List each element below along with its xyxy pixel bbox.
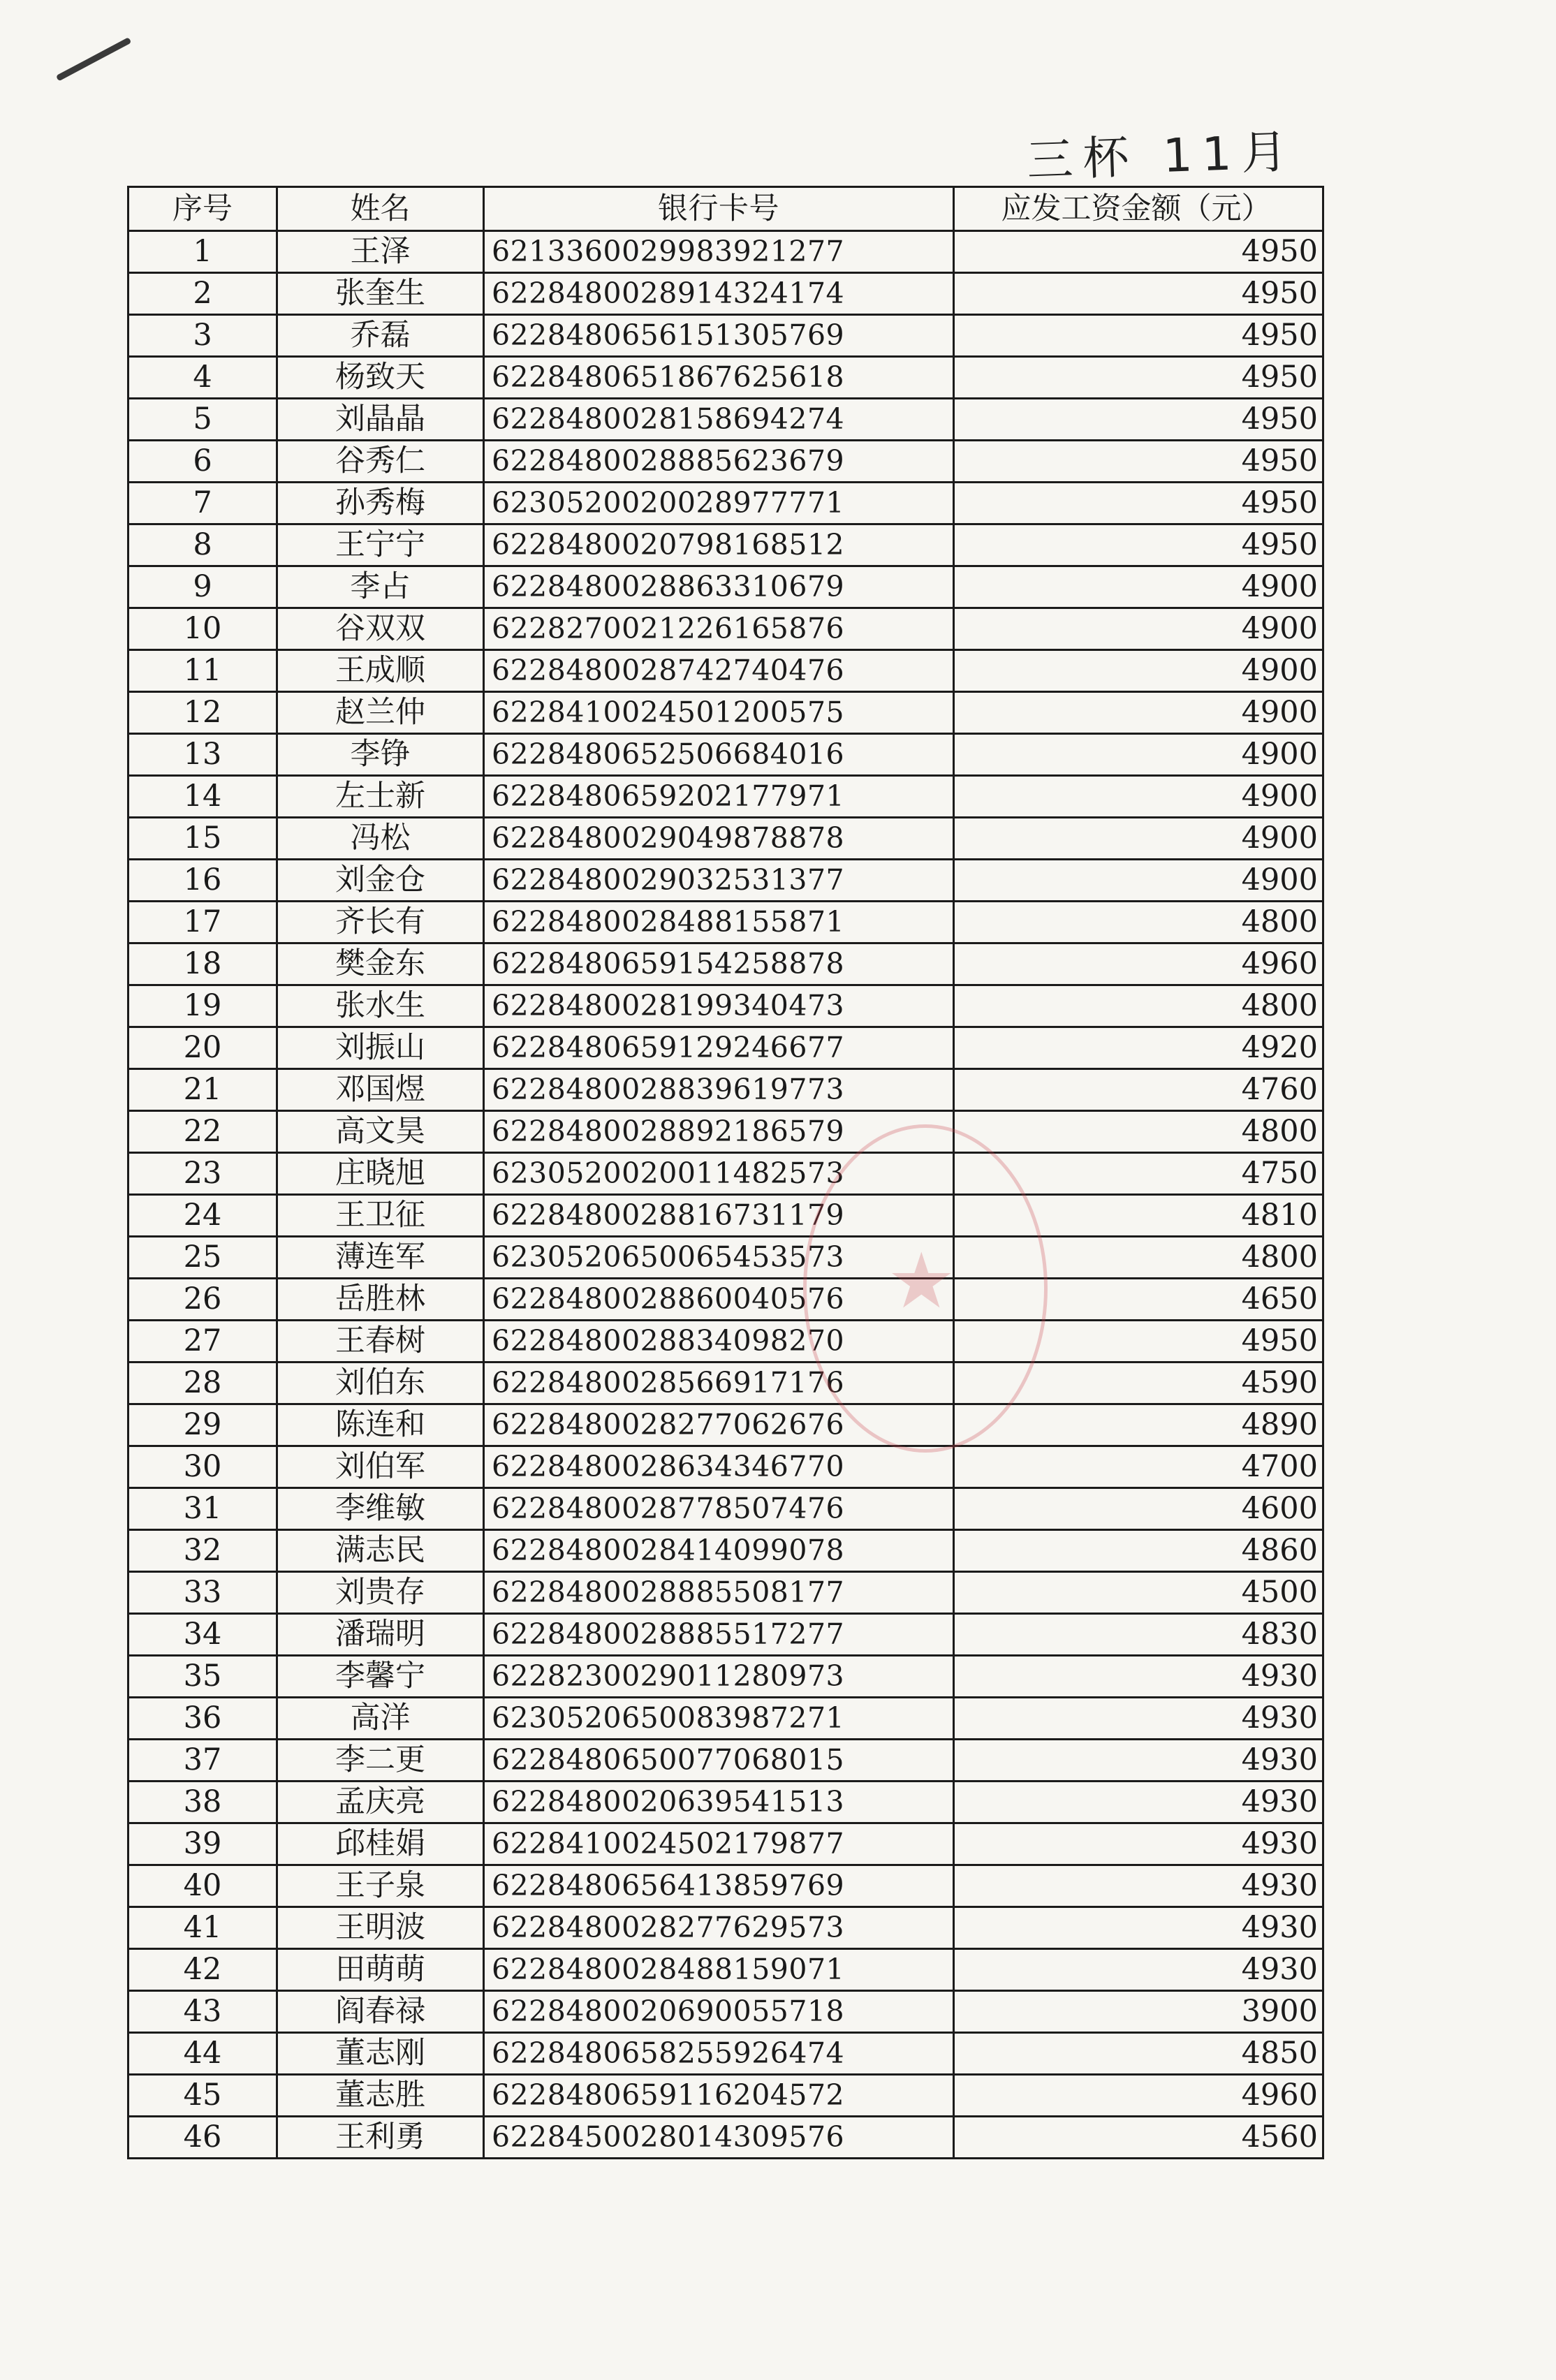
row-card-number: 6228480028914324174 <box>484 273 954 315</box>
row-name: 董志刚 <box>277 2033 484 2075</box>
row-card-number: 6228480028834098270 <box>484 1321 954 1362</box>
table-row <box>129 231 1323 273</box>
row-name: 杨致天 <box>277 357 484 399</box>
row-amount: 4800 <box>954 985 1323 1027</box>
table-header-row <box>129 187 1323 231</box>
row-amount: 3900 <box>954 1991 1323 2033</box>
row-card-number: 6228480028634346770 <box>484 1446 954 1488</box>
row-amount: 4950 <box>954 399 1323 441</box>
header-card: 银行卡号 <box>484 187 954 231</box>
row-name: 李二更 <box>277 1740 484 1782</box>
row-index: 9 <box>129 566 277 608</box>
row-amount: 4860 <box>954 1530 1323 1572</box>
row-name: 孟庆亮 <box>277 1782 484 1823</box>
row-card-number: 6230520650065453573 <box>484 1237 954 1279</box>
row-index: 43 <box>129 1991 277 2033</box>
row-amount: 4850 <box>954 2033 1323 2075</box>
table-row <box>129 357 1323 399</box>
row-name: 刘振山 <box>277 1027 484 1069</box>
row-amount: 4950 <box>954 231 1323 273</box>
table-row <box>129 1111 1323 1153</box>
row-index: 31 <box>129 1488 277 1530</box>
row-card-number: 6228480028885508177 <box>484 1572 954 1614</box>
row-amount: 4900 <box>954 818 1323 860</box>
row-amount: 4930 <box>954 1782 1323 1823</box>
row-card-number: 6228480651867625618 <box>484 357 954 399</box>
row-card-number: 6228480020690055718 <box>484 1991 954 2033</box>
row-amount: 4900 <box>954 776 1323 818</box>
row-amount: 4930 <box>954 1865 1323 1907</box>
row-index: 42 <box>129 1949 277 1991</box>
row-card-number: 6228480029032531377 <box>484 860 954 902</box>
table-row <box>129 1572 1323 1614</box>
row-card-number: 6228480656151305769 <box>484 315 954 357</box>
row-card-number: 6213360029983921277 <box>484 231 954 273</box>
row-card-number: 6228480659202177971 <box>484 776 954 818</box>
row-name: 王明波 <box>277 1907 484 1949</box>
row-name: 满志民 <box>277 1530 484 1572</box>
row-card-number: 6228480028277062676 <box>484 1404 954 1446</box>
row-card-number: 6228230029011280973 <box>484 1656 954 1698</box>
row-card-number: 6228480020639541513 <box>484 1782 954 1823</box>
row-index: 44 <box>129 2033 277 2075</box>
row-index: 35 <box>129 1656 277 1698</box>
row-amount: 4950 <box>954 315 1323 357</box>
row-index: 40 <box>129 1865 277 1907</box>
row-card-number: 6228480028885623679 <box>484 441 954 483</box>
row-name: 董志胜 <box>277 2075 484 2117</box>
row-amount: 4560 <box>954 2117 1323 2159</box>
row-card-number: 6230520020028977771 <box>484 483 954 524</box>
row-card-number: 6228480028885517277 <box>484 1614 954 1656</box>
row-index: 18 <box>129 943 277 985</box>
table-row <box>129 315 1323 357</box>
table-row <box>129 1153 1323 1195</box>
row-index: 23 <box>129 1153 277 1195</box>
row-index: 46 <box>129 2117 277 2159</box>
row-index: 2 <box>129 273 277 315</box>
row-index: 3 <box>129 315 277 357</box>
table-body <box>129 231 1323 2159</box>
row-name: 张水生 <box>277 985 484 1027</box>
row-name: 田萌萌 <box>277 1949 484 1991</box>
row-name: 冯松 <box>277 818 484 860</box>
row-card-number: 6228480658255926474 <box>484 2033 954 2075</box>
table-row <box>129 483 1323 524</box>
table-row <box>129 399 1323 441</box>
table-row <box>129 943 1323 985</box>
table-row <box>129 2033 1323 2075</box>
row-index: 1 <box>129 231 277 273</box>
row-amount: 4950 <box>954 1321 1323 1362</box>
payroll-table <box>127 186 1324 2159</box>
table-row <box>129 692 1323 734</box>
row-amount: 4930 <box>954 1949 1323 1991</box>
table-row <box>129 860 1323 902</box>
row-index: 26 <box>129 1279 277 1321</box>
row-index: 39 <box>129 1823 277 1865</box>
row-card-number: 6228480028742740476 <box>484 650 954 692</box>
row-card-number: 6228480028860040576 <box>484 1279 954 1321</box>
table-row <box>129 1530 1323 1572</box>
table-row <box>129 1404 1323 1446</box>
table-row <box>129 1656 1323 1698</box>
row-index: 25 <box>129 1237 277 1279</box>
row-name: 乔磊 <box>277 315 484 357</box>
row-index: 12 <box>129 692 277 734</box>
row-card-number: 6228480029049878878 <box>484 818 954 860</box>
row-card-number: 6228480020798168512 <box>484 524 954 566</box>
header-index: 序号 <box>129 187 277 231</box>
row-card-number: 6228480659154258878 <box>484 943 954 985</box>
row-amount: 4930 <box>954 1656 1323 1698</box>
row-amount: 4900 <box>954 608 1323 650</box>
row-name: 李占 <box>277 566 484 608</box>
row-name: 陈连和 <box>277 1404 484 1446</box>
row-index: 45 <box>129 2075 277 2117</box>
row-name: 赵兰仲 <box>277 692 484 734</box>
table-row <box>129 1614 1323 1656</box>
row-index: 4 <box>129 357 277 399</box>
table-row <box>129 1698 1323 1740</box>
row-name: 阎春禄 <box>277 1991 484 2033</box>
table-row <box>129 1488 1323 1530</box>
table-row <box>129 566 1323 608</box>
header-amount: 应发工资金额（元） <box>954 187 1323 231</box>
row-card-number: 6228480659129246677 <box>484 1027 954 1069</box>
row-index: 41 <box>129 1907 277 1949</box>
row-name: 王利勇 <box>277 2117 484 2159</box>
row-card-number: 6228480028892186579 <box>484 1111 954 1153</box>
row-card-number: 6228450028014309576 <box>484 2117 954 2159</box>
row-card-number: 6228480028863310679 <box>484 566 954 608</box>
row-amount: 4800 <box>954 1237 1323 1279</box>
table-row <box>129 273 1323 315</box>
row-index: 11 <box>129 650 277 692</box>
row-index: 30 <box>129 1446 277 1488</box>
row-name: 左士新 <box>277 776 484 818</box>
row-amount: 4900 <box>954 650 1323 692</box>
row-name: 王宁宁 <box>277 524 484 566</box>
row-amount: 4830 <box>954 1614 1323 1656</box>
table-row <box>129 1362 1323 1404</box>
row-name: 薄连军 <box>277 1237 484 1279</box>
table-row <box>129 985 1323 1027</box>
row-card-number: 6228480650077068015 <box>484 1740 954 1782</box>
row-index: 13 <box>129 734 277 776</box>
row-index: 36 <box>129 1698 277 1740</box>
row-name: 刘金仓 <box>277 860 484 902</box>
handwritten-note: 三杯 11月 <box>1025 124 1298 188</box>
row-amount: 4900 <box>954 860 1323 902</box>
row-amount: 4950 <box>954 483 1323 524</box>
row-amount: 4950 <box>954 524 1323 566</box>
row-card-number: 6228480659116204572 <box>484 2075 954 2117</box>
row-name: 谷双双 <box>277 608 484 650</box>
row-card-number: 6228480028199340473 <box>484 985 954 1027</box>
row-amount: 4900 <box>954 692 1323 734</box>
row-index: 16 <box>129 860 277 902</box>
row-amount: 4920 <box>954 1027 1323 1069</box>
row-index: 29 <box>129 1404 277 1446</box>
row-amount: 4960 <box>954 943 1323 985</box>
row-index: 19 <box>129 985 277 1027</box>
row-card-number: 6228480656413859769 <box>484 1865 954 1907</box>
table-row <box>129 1446 1323 1488</box>
row-name: 邓国煜 <box>277 1069 484 1111</box>
row-amount: 4590 <box>954 1362 1323 1404</box>
row-index: 34 <box>129 1614 277 1656</box>
row-name: 孙秀梅 <box>277 483 484 524</box>
row-index: 14 <box>129 776 277 818</box>
row-name: 齐长有 <box>277 902 484 943</box>
table-row <box>129 776 1323 818</box>
row-name: 刘晶晶 <box>277 399 484 441</box>
row-card-number: 6228410024502179877 <box>484 1823 954 1865</box>
row-name: 岳胜林 <box>277 1279 484 1321</box>
row-card-number: 6228480028488155871 <box>484 902 954 943</box>
row-index: 38 <box>129 1782 277 1823</box>
row-amount: 4950 <box>954 441 1323 483</box>
row-index: 28 <box>129 1362 277 1404</box>
row-index: 17 <box>129 902 277 943</box>
row-index: 6 <box>129 441 277 483</box>
table-row <box>129 2075 1323 2117</box>
table-row <box>129 1069 1323 1111</box>
row-index: 22 <box>129 1111 277 1153</box>
row-name: 樊金东 <box>277 943 484 985</box>
row-name: 李馨宁 <box>277 1656 484 1698</box>
table-row <box>129 818 1323 860</box>
row-index: 5 <box>129 399 277 441</box>
table-row <box>129 1823 1323 1865</box>
table-row <box>129 734 1323 776</box>
row-amount: 4890 <box>954 1404 1323 1446</box>
row-card-number: 6228480028816731179 <box>484 1195 954 1237</box>
row-amount: 4950 <box>954 357 1323 399</box>
table-row <box>129 1321 1323 1362</box>
table-row <box>129 1740 1323 1782</box>
table-row <box>129 524 1323 566</box>
row-card-number: 6228480652506684016 <box>484 734 954 776</box>
row-index: 7 <box>129 483 277 524</box>
row-index: 10 <box>129 608 277 650</box>
table-row <box>129 2117 1323 2159</box>
row-amount: 4500 <box>954 1572 1323 1614</box>
header-name: 姓名 <box>277 187 484 231</box>
row-amount: 4950 <box>954 273 1323 315</box>
table-row <box>129 441 1323 483</box>
table-row <box>129 1991 1323 2033</box>
table-row <box>129 1907 1323 1949</box>
row-name: 高洋 <box>277 1698 484 1740</box>
row-amount: 4960 <box>954 2075 1323 2117</box>
row-amount: 4800 <box>954 902 1323 943</box>
row-name: 王泽 <box>277 231 484 273</box>
row-name: 高文昊 <box>277 1111 484 1153</box>
row-name: 谷秀仁 <box>277 441 484 483</box>
row-card-number: 6228270021226165876 <box>484 608 954 650</box>
row-amount: 4700 <box>954 1446 1323 1488</box>
row-amount: 4600 <box>954 1488 1323 1530</box>
row-card-number: 6228480028158694274 <box>484 399 954 441</box>
row-amount: 4900 <box>954 566 1323 608</box>
row-name: 庄晓旭 <box>277 1153 484 1195</box>
row-amount: 4900 <box>954 734 1323 776</box>
row-card-number: 6230520020011482573 <box>484 1153 954 1195</box>
row-index: 37 <box>129 1740 277 1782</box>
row-amount: 4930 <box>954 1907 1323 1949</box>
row-name: 王子泉 <box>277 1865 484 1907</box>
row-index: 21 <box>129 1069 277 1111</box>
row-name: 李维敏 <box>277 1488 484 1530</box>
row-amount: 4930 <box>954 1823 1323 1865</box>
seal-star-icon: ★ <box>887 1236 956 1325</box>
row-index: 33 <box>129 1572 277 1614</box>
row-index: 15 <box>129 818 277 860</box>
row-name: 王成顺 <box>277 650 484 692</box>
row-name: 邱桂娟 <box>277 1823 484 1865</box>
row-name: 刘伯东 <box>277 1362 484 1404</box>
row-amount: 4930 <box>954 1698 1323 1740</box>
row-card-number: 6228480028566917176 <box>484 1362 954 1404</box>
row-card-number: 6230520650083987271 <box>484 1698 954 1740</box>
row-name: 刘伯军 <box>277 1446 484 1488</box>
row-amount: 4810 <box>954 1195 1323 1237</box>
row-index: 8 <box>129 524 277 566</box>
table-row <box>129 1027 1323 1069</box>
row-name: 潘瑞明 <box>277 1614 484 1656</box>
row-card-number: 6228410024501200575 <box>484 692 954 734</box>
row-card-number: 6228480028414099078 <box>484 1530 954 1572</box>
table-row <box>129 1782 1323 1823</box>
pen-stroke-mark <box>56 37 131 81</box>
table-row <box>129 1195 1323 1237</box>
row-name: 李铮 <box>277 734 484 776</box>
row-name: 王春树 <box>277 1321 484 1362</box>
row-index: 27 <box>129 1321 277 1362</box>
table-row <box>129 650 1323 692</box>
row-index: 20 <box>129 1027 277 1069</box>
table-row <box>129 1237 1323 1279</box>
row-card-number: 6228480028778507476 <box>484 1488 954 1530</box>
row-name: 张奎生 <box>277 273 484 315</box>
row-amount: 4760 <box>954 1069 1323 1111</box>
table-row <box>129 902 1323 943</box>
table-row <box>129 1865 1323 1907</box>
table-row <box>129 1279 1323 1321</box>
row-amount: 4650 <box>954 1279 1323 1321</box>
row-index: 24 <box>129 1195 277 1237</box>
row-amount: 4800 <box>954 1111 1323 1153</box>
table-row <box>129 1949 1323 1991</box>
table-row <box>129 608 1323 650</box>
row-name: 刘贵存 <box>277 1572 484 1614</box>
row-card-number: 6228480028488159071 <box>484 1949 954 1991</box>
row-name: 王卫征 <box>277 1195 484 1237</box>
row-index: 32 <box>129 1530 277 1572</box>
row-amount: 4750 <box>954 1153 1323 1195</box>
row-card-number: 6228480028839619773 <box>484 1069 954 1111</box>
row-card-number: 6228480028277629573 <box>484 1907 954 1949</box>
row-amount: 4930 <box>954 1740 1323 1782</box>
